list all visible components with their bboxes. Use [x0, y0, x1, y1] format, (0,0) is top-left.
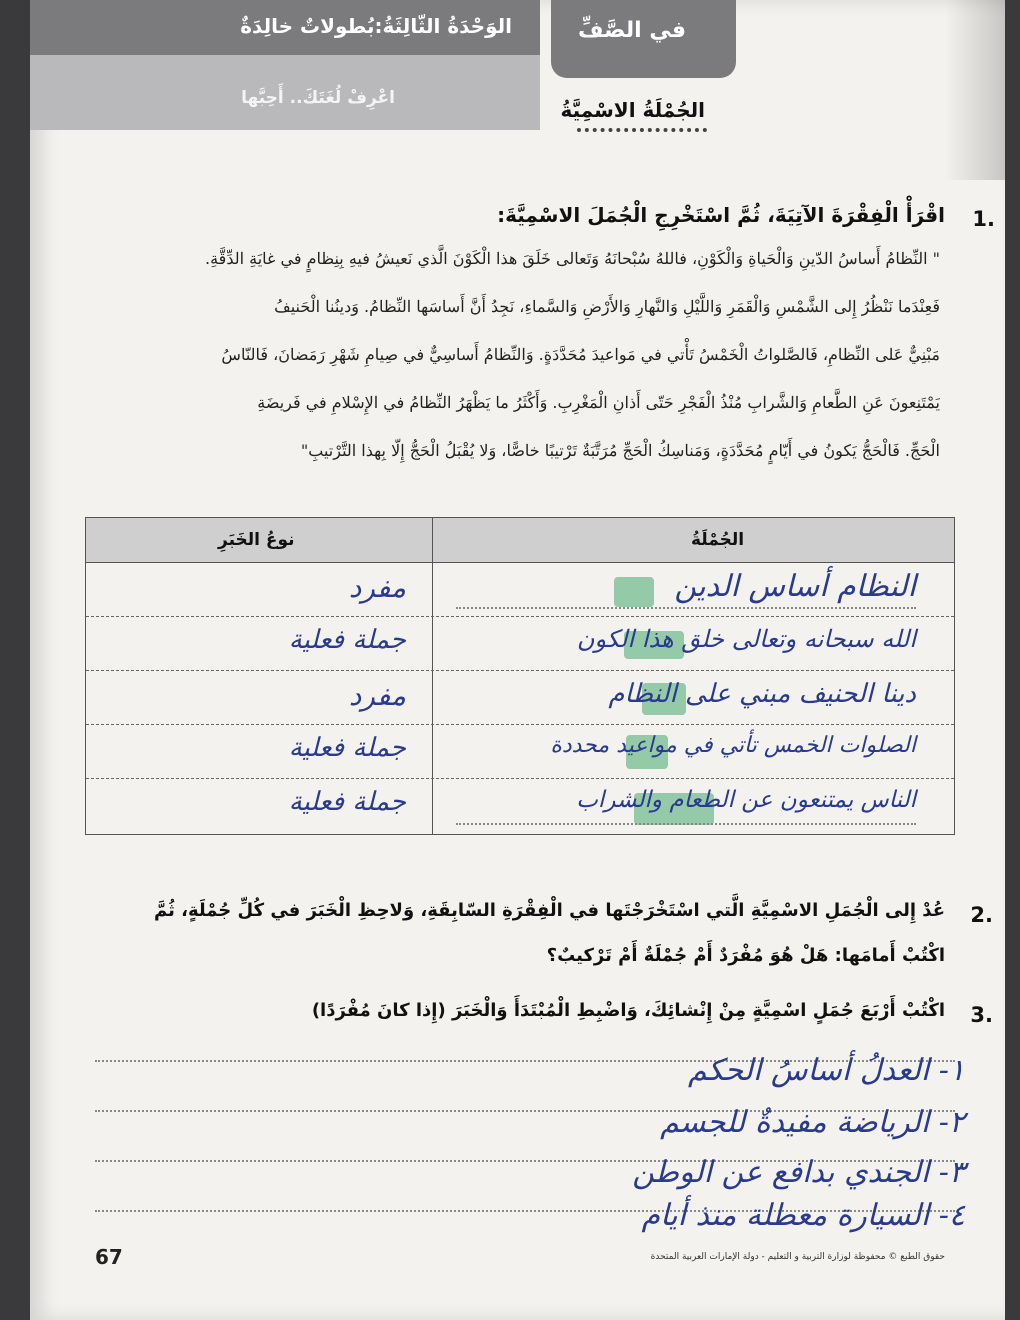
class-tab [551, 0, 736, 78]
handwritten-answer[interactable]: ٤- السيارة معطلة منذ أيام [641, 1198, 965, 1233]
table-row-type[interactable] [96, 779, 426, 833]
paragraph-line: الْحَجِّ. فَالْحَجُّ يَكونُ في أَيّامٍ مُحَدَّدَةٍ، وَمَناسِكُ الْحَجِّ مُرَتَّبَةٌ تَرْتيبًا خاصًّا، وَلا يُقْبَلُ الْحَجُّ إِلّا بِهذا التَّرْتيبِ" [300, 441, 940, 460]
paragraph-line: مَبْنِيٌّ عَلى النِّظامِ، فَالصَّلواتُ الْخَمْسُ تَأْتي في مَواعيدَ مُحَدَّدَةٍ. وَالنِّظامُ أَساسِيٌّ في صِيامِ شَهْرِ رَمَضانَ، فَالنّاسُ [221, 345, 940, 364]
table-row-sentence[interactable] [446, 671, 936, 725]
sentences-table [85, 517, 955, 835]
question-2-line2: اكْتُبْ أَمامَها: هَلْ هُوَ مُفْرَدٌ أَمْ جُمْلَةٌ أَمْ تَرْكيبٌ؟ [546, 945, 945, 966]
table-row-type[interactable] [96, 725, 426, 779]
handwritten-answer[interactable]: ١- العدلُ أساسُ الحكم [688, 1053, 965, 1088]
reading-paragraph [100, 235, 940, 475]
paragraph-line: فَعِنْدَما نَنْظُرُ إِلى الشَّمْسِ وَالْقَمَرِ وَاللَّيْلِ وَالنَّهارِ وَالأَرْضِ وَالسَّماءِ، نَجِدُ أَنَّ أَساسَها النِّظامُ. وَدينُنا الْحَنيفُ [274, 297, 940, 316]
table-row-type[interactable] [96, 617, 426, 671]
handwritten-answer[interactable]: ٣- الجندي بدافع عن الوطن [632, 1155, 965, 1190]
handwritten-sentence: الناس يمتنعون عن الطعام والشراب [576, 787, 916, 813]
handwritten-type: مفرد [348, 571, 406, 604]
col-header-type: نوعُ الخَبَرِ [218, 530, 295, 550]
question-2-line1: عُدْ إِلى الْجُمَلِ الاسْمِيَّةِ الَّتي اسْتَخْرَجْتَها في الْفِقْرَةِ السّابِقَةِ، وَلاحِظِ الْخَبَرَ في كُلِّ جُمْلَةٍ، ثُمَّ [153, 900, 945, 921]
question-1-text: اقْرَأْ الْفِقْرَةَ الآتِيَةَ، ثُمَّ اسْتَخْرِجِ الْجُمَلَ الاسْمِيَّةَ: [497, 203, 945, 227]
col-header-sentence: الجُمْلَةُ [691, 530, 745, 550]
table-row-type[interactable] [96, 671, 426, 725]
handwritten-type: مفرد [348, 679, 406, 712]
section-title: الجُمْلَةُ الاسْمِيَّةُ [560, 98, 705, 122]
paragraph-line: يَمْتَنِعونَ عَنِ الطَّعامِ وَالشَّرابِ مُنْذُ الْفَجْرِ حَتّى أَذانِ الْمَغْرِبِ. وَأَكْثَرُ ما يَظْهَرُ النِّظامُ في الإِسْلامِ في فَريضَةِ [257, 393, 940, 412]
table-row-sentence[interactable] [446, 617, 936, 671]
lesson-subtitle: اعْرِفْ لُغَتَكَ.. أَحِبَّها [241, 88, 395, 108]
table-header [86, 518, 954, 563]
title-dotted-underline [577, 128, 707, 132]
handwritten-type: جملة فعلية [288, 787, 406, 817]
page-number: 67 [95, 1245, 123, 1269]
handwritten-sentence: الله سبحانه وتعالى خلق هذا الكون [576, 625, 916, 653]
handwritten-type: جملة فعلية [288, 733, 406, 763]
table-row-type[interactable] [96, 563, 426, 617]
workbook-page [30, 0, 1005, 1320]
unit-title-bar [30, 0, 540, 55]
column-divider [432, 518, 433, 834]
class-tab-label: في الصَّفِّ [577, 18, 686, 43]
handwritten-sentence: الصلوات الخمس تأتي في مواعيد محددة [550, 733, 916, 758]
unit-title: الوَحْدَةُ الثّالِثَةُ:بُطولاتٌ خالِدَةٌ [240, 14, 512, 38]
handwritten-sentence: النظام أساس الدين [674, 569, 916, 604]
question-1-number: 1. [972, 207, 995, 231]
question-3-number: 3. [970, 1003, 993, 1027]
table-row-sentence[interactable] [446, 779, 936, 833]
table-row-sentence[interactable] [446, 725, 936, 779]
handwritten-answer[interactable]: ٢- الرياضة مفيدةٌ للجسم [660, 1105, 965, 1140]
paragraph-line: " النِّظامُ أَساسُ الدّينِ وَالْحَياةِ وَالْكَوْنِ، فاللهُ سُبْحانَهُ وَتَعالى خَلَقَ هذا الْكَوْنَ الَّذي نَعيشُ فيهِ بِنِظامٍ في غايَةِ الدِّقَّةِ. [205, 249, 940, 268]
answer-dotted-line [456, 823, 916, 825]
handwritten-sentence: دينا الحنيف مبني على النظام [608, 679, 916, 709]
green-highlight [614, 577, 654, 607]
page-corner-shadow [945, 0, 1005, 180]
question-2-number: 2. [970, 903, 993, 927]
table-row-sentence[interactable] [446, 563, 936, 617]
copyright-notice: حقوق الطبع © محفوظة لوزارة التربية و التعليم - دولة الإمارات العربية المتحدة [650, 1252, 945, 1262]
answer-dotted-line [456, 607, 916, 609]
subtitle-bar [30, 55, 540, 130]
handwritten-type: جملة فعلية [288, 625, 406, 655]
question-3-text: اكْتُبْ أَرْبَعَ جُمَلٍ اسْمِيَّةٍ مِنْ إِنْشائِكَ، وَاضْبِطِ الْمُبْتَدَأَ وَالْخَبَرَ (إِذا كانَ مُفْرَدًا) [311, 1000, 945, 1021]
